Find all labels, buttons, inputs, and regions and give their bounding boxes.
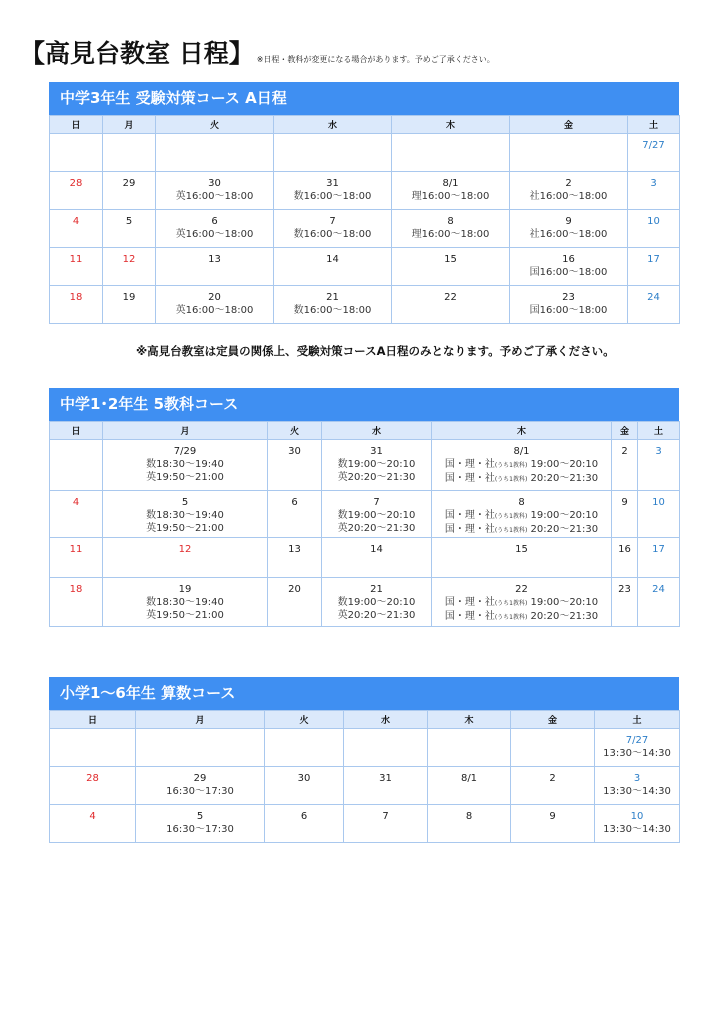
lesson-time: 英19:50～21:00 bbox=[146, 610, 224, 621]
date: 6 bbox=[300, 811, 308, 822]
weekday-wed: 水 bbox=[322, 422, 432, 440]
day-cell bbox=[156, 248, 274, 286]
date: 5 bbox=[181, 497, 189, 508]
lesson-time: 数18:30～19:40 bbox=[146, 597, 224, 608]
elective-lessons bbox=[445, 596, 598, 624]
day-cell bbox=[268, 578, 322, 627]
date: 23 bbox=[562, 292, 575, 303]
day-cell bbox=[344, 729, 428, 767]
weekday-header-row bbox=[50, 422, 680, 440]
section-title: 中学1･2年生 5教科コース bbox=[49, 388, 679, 421]
weekday-fri: 金 bbox=[511, 711, 595, 729]
lesson-time: 国16:00～18:00 bbox=[529, 305, 608, 316]
day-cell bbox=[432, 440, 612, 491]
date: 10 bbox=[652, 497, 665, 508]
day-cell bbox=[612, 578, 638, 627]
lesson-time: 英16:00～18:00 bbox=[175, 229, 254, 240]
day-cell bbox=[50, 210, 103, 248]
day-cell bbox=[511, 805, 595, 843]
day-cell bbox=[510, 210, 628, 248]
week-row bbox=[50, 210, 680, 248]
weekday-sat: 土 bbox=[638, 422, 680, 440]
lesson-time: 数19:00～20:10 bbox=[337, 459, 416, 470]
day-cell bbox=[274, 210, 392, 248]
lesson-time bbox=[445, 523, 598, 537]
page-title: 【高見台教室 日程】 bbox=[20, 39, 254, 68]
week-row bbox=[50, 248, 680, 286]
section-title: 中学3年生 受験対策コース A日程 bbox=[49, 82, 679, 115]
lesson-time: 数16:00～18:00 bbox=[293, 229, 372, 240]
lesson-time: 数19:00～20:10 bbox=[337, 510, 416, 521]
date: 16 bbox=[618, 544, 631, 555]
day-cell bbox=[392, 210, 510, 248]
date: 31 bbox=[370, 446, 383, 457]
date: 4 bbox=[72, 497, 80, 508]
day-cell bbox=[50, 248, 103, 286]
weekday-header-row bbox=[50, 711, 680, 729]
day-cell bbox=[268, 440, 322, 491]
lesson-time: 13:30～14:30 bbox=[603, 824, 671, 835]
lesson-time: 13:30～14:30 bbox=[603, 748, 671, 759]
capacity-note: ※高見台教室は定員の関係上、受験対策コースA日程のみとなります。予めご了承ください。 bbox=[136, 344, 615, 358]
date: 21 bbox=[370, 584, 383, 595]
day-cell bbox=[274, 286, 392, 324]
date: 19 bbox=[178, 584, 192, 595]
day-cell bbox=[103, 578, 268, 627]
lesson-time: 13:30～14:30 bbox=[603, 786, 671, 797]
date: 13 bbox=[208, 254, 221, 265]
day-cell bbox=[156, 286, 274, 324]
date: 14 bbox=[326, 254, 339, 265]
subject-choice: 国・理・社 bbox=[444, 473, 495, 484]
date: 11 bbox=[69, 254, 83, 265]
day-cell bbox=[265, 767, 344, 805]
day-cell bbox=[638, 578, 680, 627]
weekday-thu: 木 bbox=[432, 422, 612, 440]
day-cell bbox=[344, 805, 428, 843]
day-cell bbox=[274, 248, 392, 286]
date: 7 bbox=[373, 497, 380, 508]
date: 28 bbox=[86, 773, 99, 784]
lesson-time: 16:30～17:30 bbox=[166, 786, 234, 797]
day-cell bbox=[638, 440, 680, 491]
elective-lessons bbox=[445, 458, 598, 486]
day-cell bbox=[432, 578, 612, 627]
weekday-fri: 金 bbox=[510, 116, 628, 134]
day-cell bbox=[344, 767, 428, 805]
weekday-sat: 土 bbox=[595, 711, 680, 729]
day-cell bbox=[50, 805, 136, 843]
date: 12 bbox=[122, 254, 136, 265]
date: 9 bbox=[549, 811, 556, 822]
day-cell bbox=[50, 286, 103, 324]
day-cell bbox=[268, 538, 322, 578]
subject-choice: 国・理・社 bbox=[444, 510, 495, 521]
date: 8/1 bbox=[460, 773, 478, 784]
date: 2 bbox=[565, 178, 572, 189]
date: 22 bbox=[515, 584, 528, 595]
day-cell bbox=[510, 248, 628, 286]
lesson-time: 英16:00～18:00 bbox=[175, 305, 254, 316]
day-cell bbox=[510, 134, 628, 172]
lesson-time: 社16:00～18:00 bbox=[529, 229, 608, 240]
week-row bbox=[50, 538, 680, 578]
time-slot: 20:20～21:30 bbox=[527, 524, 599, 535]
weekday-sun: 日 bbox=[50, 116, 103, 134]
day-cell bbox=[50, 729, 136, 767]
week-row bbox=[50, 172, 680, 210]
date: 8/1 bbox=[513, 446, 530, 457]
weekday-tue: 火 bbox=[265, 711, 344, 729]
subject-choice: 国・理・社 bbox=[444, 597, 495, 608]
date: 5 bbox=[125, 216, 133, 227]
choose-one-note: (うち1教科) bbox=[494, 527, 528, 534]
day-cell bbox=[103, 210, 156, 248]
date: 14 bbox=[370, 544, 383, 555]
day-cell bbox=[136, 729, 265, 767]
day-cell bbox=[392, 248, 510, 286]
date: 7/27 bbox=[642, 140, 665, 151]
weekday-sun: 日 bbox=[50, 711, 136, 729]
date: 4 bbox=[89, 811, 96, 822]
day-cell bbox=[511, 767, 595, 805]
weekday-mon: 月 bbox=[103, 116, 156, 134]
day-cell bbox=[432, 538, 612, 578]
weekday-wed: 水 bbox=[344, 711, 428, 729]
section-jh12-5subjects bbox=[49, 388, 679, 627]
day-cell bbox=[156, 210, 274, 248]
time-slot: 20:20～21:30 bbox=[527, 473, 599, 484]
date: 29 bbox=[193, 773, 207, 784]
weekday-sun: 日 bbox=[50, 422, 103, 440]
date: 20 bbox=[288, 584, 301, 595]
day-cell bbox=[268, 491, 322, 538]
lesson-time bbox=[445, 458, 598, 472]
page-header bbox=[20, 34, 495, 70]
date: 18 bbox=[69, 292, 83, 303]
subject-choice: 国・理・社 bbox=[444, 459, 495, 470]
day-cell bbox=[628, 172, 680, 210]
date: 22 bbox=[444, 292, 457, 303]
day-cell bbox=[392, 172, 510, 210]
day-cell bbox=[103, 172, 156, 210]
day-cell bbox=[612, 538, 638, 578]
lesson-time: 数19:00～20:10 bbox=[337, 597, 416, 608]
day-cell bbox=[103, 134, 156, 172]
schedule-table bbox=[49, 710, 680, 843]
lesson-time: 英20:20～21:30 bbox=[337, 523, 416, 534]
day-cell bbox=[136, 805, 265, 843]
day-cell bbox=[50, 538, 103, 578]
day-cell bbox=[612, 491, 638, 538]
day-cell bbox=[628, 134, 680, 172]
date: 11 bbox=[69, 544, 83, 555]
week-row bbox=[50, 578, 680, 627]
time-slot: 20:20～21:30 bbox=[527, 611, 599, 622]
weekday-header-row bbox=[50, 116, 680, 134]
lesson-time bbox=[445, 610, 598, 624]
date: 17 bbox=[652, 544, 665, 555]
date: 9 bbox=[565, 216, 572, 227]
day-cell bbox=[628, 286, 680, 324]
day-cell bbox=[510, 286, 628, 324]
day-cell bbox=[628, 210, 680, 248]
date: 12 bbox=[178, 544, 192, 555]
week-row bbox=[50, 286, 680, 324]
day-cell-holiday bbox=[103, 538, 268, 578]
date: 7 bbox=[382, 811, 389, 822]
schedule-table bbox=[49, 421, 680, 627]
date: 15 bbox=[444, 254, 457, 265]
lesson-time: 理16:00～18:00 bbox=[411, 229, 490, 240]
day-cell bbox=[428, 805, 511, 843]
date: 30 bbox=[297, 773, 311, 784]
day-cell bbox=[274, 172, 392, 210]
section-title: 小学1～6年生 算数コース bbox=[49, 677, 679, 710]
date: 30 bbox=[208, 178, 221, 189]
date: 5 bbox=[196, 811, 204, 822]
day-cell bbox=[103, 491, 268, 538]
day-cell bbox=[50, 767, 136, 805]
day-cell bbox=[103, 440, 268, 491]
day-cell bbox=[595, 767, 680, 805]
week-row bbox=[50, 729, 680, 767]
date: 15 bbox=[515, 544, 528, 555]
date: 21 bbox=[326, 292, 339, 303]
section-elem-math bbox=[49, 677, 679, 843]
day-cell bbox=[511, 729, 595, 767]
weekday-thu: 木 bbox=[392, 116, 510, 134]
weekday-tue: 火 bbox=[268, 422, 322, 440]
day-cell bbox=[156, 172, 274, 210]
date: 7/29 bbox=[173, 446, 197, 457]
weekday-tue: 火 bbox=[156, 116, 274, 134]
day-cell bbox=[50, 491, 103, 538]
day-cell bbox=[103, 286, 156, 324]
day-cell bbox=[50, 134, 103, 172]
lesson-time: 数16:00～18:00 bbox=[293, 305, 372, 316]
date: 9 bbox=[621, 497, 628, 508]
date: 30 bbox=[288, 446, 301, 457]
lesson-time bbox=[445, 472, 598, 486]
choose-one-note: (うち1教科) bbox=[494, 600, 528, 607]
day-cell bbox=[322, 578, 432, 627]
weekday-mon: 月 bbox=[136, 711, 265, 729]
choose-one-note: (うち1教科) bbox=[494, 476, 528, 483]
date: 28 bbox=[69, 178, 83, 189]
date: 10 bbox=[647, 216, 660, 227]
lesson-time: 英19:50～21:00 bbox=[146, 523, 224, 534]
day-cell bbox=[322, 491, 432, 538]
weekday-wed: 水 bbox=[274, 116, 392, 134]
time-slot: 19:00～20:10 bbox=[527, 459, 599, 470]
day-cell bbox=[156, 134, 274, 172]
date: 3 bbox=[633, 773, 641, 784]
date: 18 bbox=[69, 584, 83, 595]
date: 3 bbox=[650, 178, 657, 189]
date: 31 bbox=[379, 773, 392, 784]
day-cell bbox=[50, 440, 103, 491]
choose-one-note: (うち1教科) bbox=[494, 614, 528, 621]
week-row bbox=[50, 767, 680, 805]
day-cell bbox=[265, 805, 344, 843]
day-cell bbox=[428, 767, 511, 805]
date: 8 bbox=[465, 811, 473, 822]
day-cell bbox=[265, 729, 344, 767]
subject-choice: 国・理・社 bbox=[444, 611, 495, 622]
date: 19 bbox=[122, 292, 136, 303]
day-cell bbox=[595, 729, 680, 767]
date: 17 bbox=[647, 254, 660, 265]
day-cell bbox=[638, 538, 680, 578]
section-jh3-exam bbox=[49, 82, 679, 324]
weekday-thu: 木 bbox=[428, 711, 511, 729]
date: 29 bbox=[122, 178, 136, 189]
day-cell bbox=[612, 440, 638, 491]
date: 24 bbox=[652, 584, 665, 595]
lesson-time: 理16:00～18:00 bbox=[411, 191, 490, 202]
change-note: ※日程・教科が変更になる場合があります。予めご了承ください。 bbox=[256, 55, 495, 64]
day-cell bbox=[274, 134, 392, 172]
lesson-time: 国16:00～18:00 bbox=[529, 267, 608, 278]
lesson-time: 数18:30～19:40 bbox=[146, 510, 224, 521]
date: 3 bbox=[655, 446, 662, 457]
subject-choice: 国・理・社 bbox=[444, 524, 495, 535]
weekday-sat: 土 bbox=[628, 116, 680, 134]
date: 13 bbox=[288, 544, 301, 555]
date: 2 bbox=[621, 446, 628, 457]
day-cell-holiday bbox=[103, 248, 156, 286]
day-cell bbox=[510, 172, 628, 210]
date: 7 bbox=[329, 216, 336, 227]
day-cell bbox=[136, 767, 265, 805]
day-cell bbox=[595, 805, 680, 843]
day-cell bbox=[638, 491, 680, 538]
date: 2 bbox=[549, 773, 556, 784]
day-cell bbox=[432, 491, 612, 538]
lesson-time bbox=[445, 596, 598, 610]
lesson-time: 英20:20～21:30 bbox=[337, 472, 416, 483]
date: 31 bbox=[326, 178, 339, 189]
weekday-mon: 月 bbox=[103, 422, 268, 440]
day-cell bbox=[628, 248, 680, 286]
date: 8 bbox=[518, 497, 525, 508]
day-cell bbox=[392, 134, 510, 172]
time-slot: 19:00～20:10 bbox=[527, 597, 599, 608]
lesson-time: 英19:50～21:00 bbox=[146, 472, 224, 483]
day-cell bbox=[322, 538, 432, 578]
date: 16 bbox=[562, 254, 575, 265]
date: 10 bbox=[630, 811, 644, 822]
date: 20 bbox=[208, 292, 221, 303]
lesson-time: 社16:00～18:00 bbox=[529, 191, 608, 202]
schedule-table bbox=[49, 115, 680, 324]
week-row bbox=[50, 805, 680, 843]
date: 4 bbox=[72, 216, 80, 227]
lesson-time: 英16:00～18:00 bbox=[175, 191, 254, 202]
week-row bbox=[50, 134, 680, 172]
day-cell bbox=[50, 172, 103, 210]
date: 7/27 bbox=[625, 735, 649, 746]
date: 6 bbox=[211, 216, 218, 227]
date: 24 bbox=[647, 292, 660, 303]
time-slot: 19:00～20:10 bbox=[527, 510, 599, 521]
date: 23 bbox=[618, 584, 631, 595]
elective-lessons bbox=[445, 509, 598, 537]
date: 8 bbox=[447, 216, 454, 227]
weekday-fri: 金 bbox=[612, 422, 638, 440]
choose-one-note: (うち1教科) bbox=[494, 513, 528, 520]
week-row bbox=[50, 440, 680, 491]
date: 6 bbox=[291, 497, 298, 508]
day-cell bbox=[392, 286, 510, 324]
day-cell bbox=[322, 440, 432, 491]
date: 8/1 bbox=[442, 178, 459, 189]
lesson-time: 16:30～17:30 bbox=[166, 824, 234, 835]
lesson-time bbox=[445, 509, 598, 523]
week-row bbox=[50, 491, 680, 538]
lesson-time: 英20:20～21:30 bbox=[337, 610, 416, 621]
lesson-time: 数18:30～19:40 bbox=[146, 459, 224, 470]
day-cell bbox=[50, 578, 103, 627]
choose-one-note: (うち1教科) bbox=[494, 462, 528, 469]
day-cell bbox=[428, 729, 511, 767]
lesson-time: 数16:00～18:00 bbox=[293, 191, 372, 202]
